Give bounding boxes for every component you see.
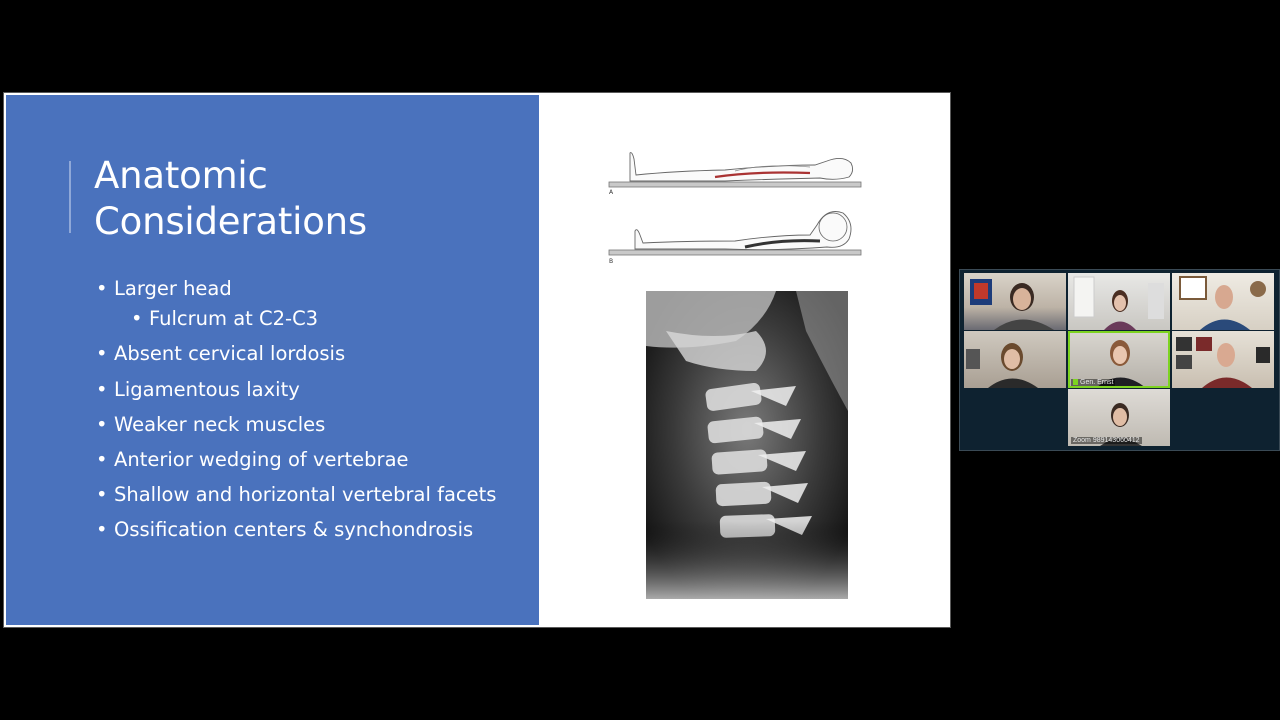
participant-avatar: [1172, 273, 1274, 330]
bullet-dot: •: [96, 518, 108, 541]
bullet-item: [96, 378, 300, 401]
figure-label-b: B: [609, 258, 614, 265]
participant-video-tile[interactable]: [964, 331, 1066, 388]
participant-name-text: Gen. Ernst: [1080, 379, 1114, 386]
slide-text-panel: [6, 95, 539, 625]
sub-bullet-item: [131, 307, 318, 330]
slide-title: [94, 153, 367, 245]
bullet-item: [96, 277, 232, 300]
participant-name: Zoom 989143060412: [1073, 437, 1140, 444]
bullet-item: [96, 448, 409, 471]
bullet-text: Shallow and horizontal vertebral facets: [114, 483, 497, 506]
participant-avatar: [964, 331, 1066, 388]
bullet-item: [96, 342, 345, 365]
slide-title-line2: Considerations: [94, 200, 367, 243]
participant-video-tile[interactable]: [964, 273, 1066, 330]
figure-label-a: A: [609, 189, 614, 195]
participant-name: [1071, 379, 1115, 386]
participant-video-tile[interactable]: [1068, 273, 1170, 330]
shared-slide: [3, 92, 951, 628]
title-accent-bar: [69, 161, 71, 233]
bullet-text: Anterior wedging of vertebrae: [114, 448, 409, 471]
slide-figure-panel: [539, 95, 949, 625]
child-supine-illustration: [605, 205, 865, 265]
participant-avatar: [1172, 331, 1274, 388]
bullet-dot: •: [96, 448, 108, 471]
bullet-dot: •: [131, 307, 143, 330]
cervical-xray-image: [646, 291, 848, 599]
bullet-item: [96, 413, 325, 436]
bullet-text: Absent cervical lordosis: [114, 342, 346, 365]
bullet-item: [96, 518, 473, 541]
bullet-dot: •: [96, 378, 108, 401]
bullet-dot: •: [96, 277, 108, 300]
participant-avatar: [1068, 273, 1170, 330]
mic-active-icon: [1073, 379, 1078, 385]
bullet-text: Ligamentous laxity: [114, 378, 300, 401]
video-gallery: [959, 269, 1280, 451]
bullet-text: Weaker neck muscles: [114, 413, 326, 436]
bullet-text: Larger head: [114, 277, 232, 300]
adult-supine-illustration: [605, 145, 865, 195]
participant-video-tile[interactable]: [1172, 331, 1274, 388]
participant-video-tile[interactable]: [1172, 273, 1274, 330]
bullet-dot: •: [96, 413, 108, 436]
bullet-item: [96, 483, 496, 506]
slide-title-line1: Anatomic: [94, 154, 268, 197]
participant-video-tile-active-speaker[interactable]: [1068, 331, 1170, 388]
participant-video-tile[interactable]: [1068, 389, 1170, 446]
participant-avatar: [964, 273, 1066, 330]
bullet-text: Fulcrum at C2-C3: [149, 307, 319, 330]
bullet-dot: •: [96, 342, 108, 365]
bullet-dot: •: [96, 483, 108, 506]
bullet-text: Ossification centers & synchondrosis: [114, 518, 474, 541]
